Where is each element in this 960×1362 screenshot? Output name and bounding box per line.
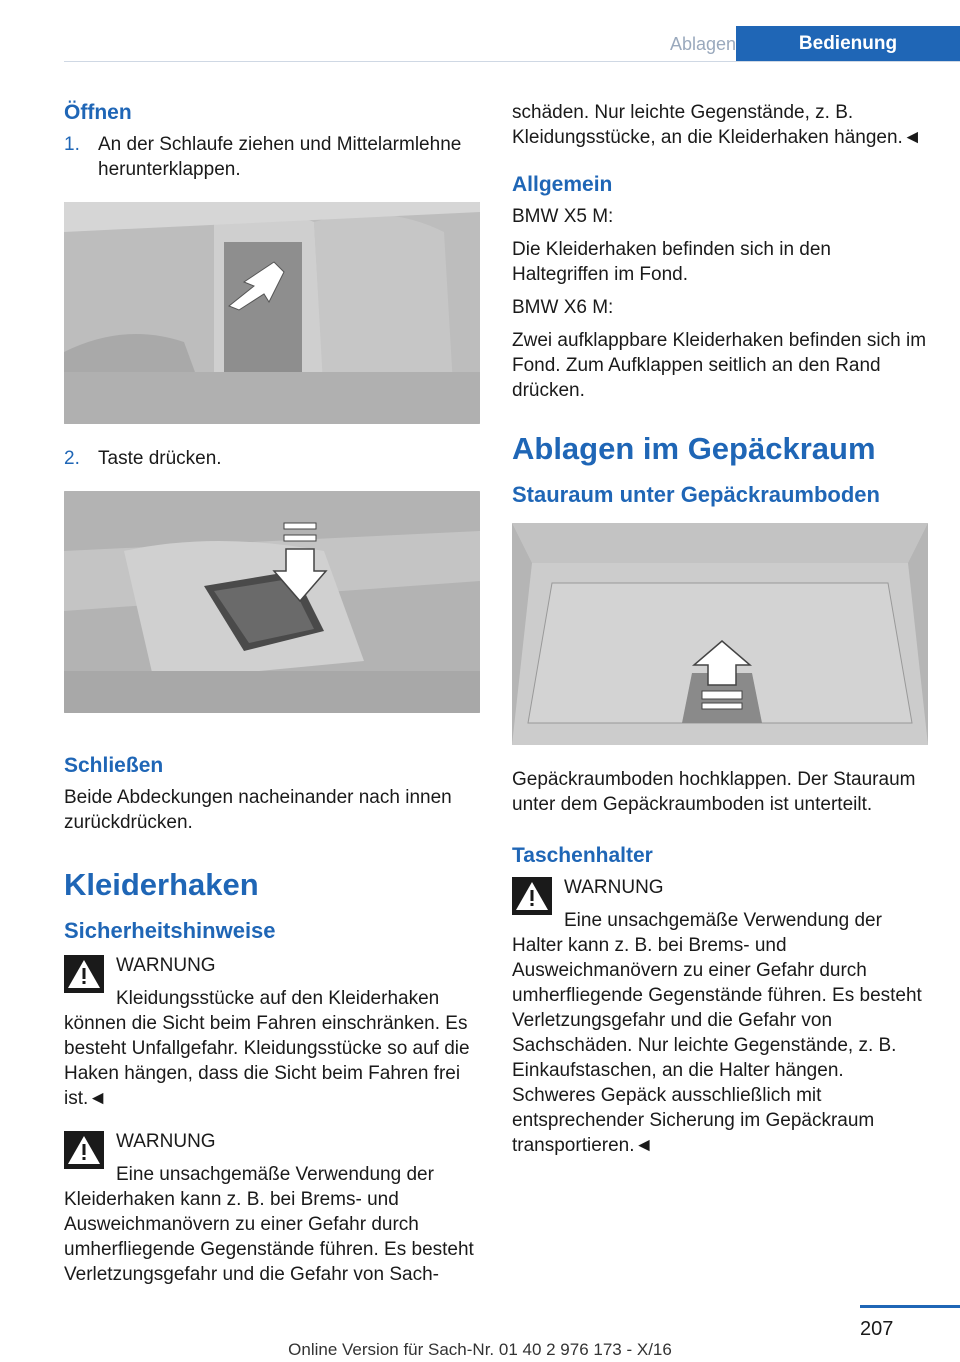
warning-triangle-icon <box>512 877 552 915</box>
warning-block-3 <box>512 875 930 1158</box>
sicherheitshinweise-heading: Sicherheitshinweise <box>64 918 276 943</box>
ablagen-gepaeckraum-heading: Ablagen im Gepäckraum <box>512 431 876 466</box>
right-column <box>512 100 930 1166</box>
warning-label: WARNUNG <box>116 1131 216 1152</box>
warning-text: können die Sicht beim Fahren einschränken. Es besteht Unfallgefahr. Kleidungsstücke so auf die Haken hängen, dass die Sicht beim Fahren frei ist.◄ <box>64 1013 470 1109</box>
warning-text: Halter kann z. B. bei Brems- und Ausweichmanövern zu einer Gefahr durch umherfliegende Gegenstände führen. Es besteht Verletzungsgefahr und die Gefahr von Sachschäden. Nur leichte Gegenstände, z. B. Einkaufstaschen, an die Halter hängen. Schweres Gepäck ausschließlich mit entsprechender Sicherung im Gepäckraum transportieren.◄ <box>512 935 922 1156</box>
warning-block-1 <box>64 953 482 1111</box>
footer-version-text: Online Version für Sach-Nr. 01 40 2 976 173 - X/16 <box>288 1340 672 1359</box>
warning-text-first: Eine unsachgemäße Verwendung der <box>564 910 882 931</box>
header-chapter-tab: Bedienung <box>736 26 960 62</box>
page-number: 207 <box>860 1318 894 1340</box>
stauraum-heading: Stauraum unter Gepäckraumboden <box>512 482 880 507</box>
page-header <box>64 26 960 62</box>
warning-text-first: Eine unsachgemäße Verwendung der <box>116 1164 434 1185</box>
step-number: 1. <box>64 134 80 155</box>
x6-label: BMW X6 M: <box>512 297 614 318</box>
warning-label: WARNUNG <box>116 955 216 976</box>
step-item <box>64 446 482 471</box>
step-number: 2. <box>64 448 80 469</box>
x6-text: Zwei aufklappbare Kleiderhaken befinden sich im Fond. Zum Aufklappen seitlich an den Rand drücken. <box>512 330 927 401</box>
warning-label: WARNUNG <box>564 877 664 898</box>
footer-rule <box>860 1305 960 1308</box>
taschenhalter-heading: Taschenhalter <box>512 844 653 867</box>
left-column <box>64 100 482 1295</box>
schliessen-text: Beide Abdeckungen nacheinander nach innen zurückdrücken. <box>64 787 452 833</box>
warning-triangle-icon <box>64 1131 104 1169</box>
header-section-label: Ablagen <box>669 34 736 54</box>
warning-block-2 <box>64 1129 482 1287</box>
oeffnen-heading: Öffnen <box>64 101 132 124</box>
step-text: Taste drücken. <box>98 448 222 469</box>
stauraum-text: Gepäckraumboden hochklappen. Der Stauraum unter dem Gepäckraumboden ist unterteilt. <box>512 769 916 815</box>
figure-cargo-floor <box>512 523 928 745</box>
header-rule <box>64 61 960 62</box>
schliessen-heading: Schließen <box>64 754 164 777</box>
warning-text: Kleiderhaken kann z. B. bei Brems- und Ausweichmanövern zu einer Gefahr durch umherfliegende Gegenstände führen. Es besteht Verletzungsgefahr und die Gefahr von Sach- <box>64 1189 474 1285</box>
allgemein-heading: Allgemein <box>512 173 613 196</box>
figure-rear-seat-armrest <box>64 202 480 424</box>
warning-triangle-icon <box>64 955 104 993</box>
x5-text: Die Kleiderhaken befinden sich in den Haltegriffen im Fond. <box>512 239 831 285</box>
step-text: An der Schlaufe ziehen und Mittelarmlehne herunterklappen. <box>98 134 462 180</box>
continued-text: schäden. Nur leichte Gegenstände, z. B. Kleidungsstücke, an die Kleiderhaken hängen.◄ <box>512 102 922 148</box>
kleiderhaken-heading: Kleiderhaken <box>64 867 259 902</box>
warning-text-first: Kleidungsstücke auf den Kleiderhaken <box>116 988 440 1009</box>
x5-label: BMW X5 M: <box>512 206 614 227</box>
step-item <box>64 132 482 182</box>
figure-armrest-button <box>64 491 480 713</box>
